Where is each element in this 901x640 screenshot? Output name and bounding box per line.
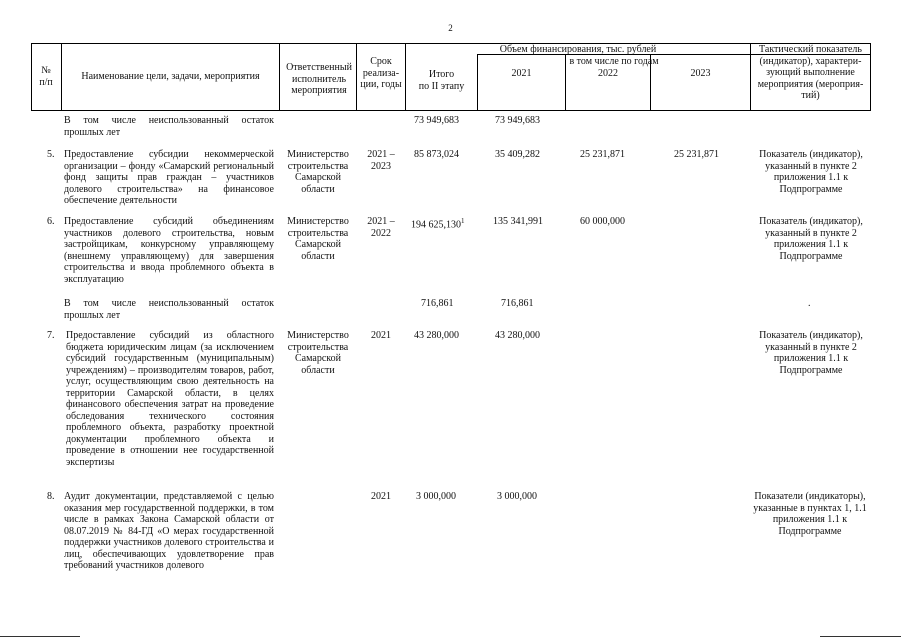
row-num: 5. [47,149,55,160]
scan-edge-right [820,636,901,637]
header-total: Итого по II этапу [418,69,465,92]
scan-edge-left [0,636,80,637]
header-year-2021: 2021 [511,68,532,79]
row-num: 8. [47,491,55,502]
header-term: Срок реализа-ции, годы [360,56,402,90]
row-term: 2021 – 2022 [367,216,395,239]
row-2021: 135 341,991 [493,216,543,227]
row-responsible: Министерство строительства Самарской области [287,149,349,195]
header-indicator: Тактический показатель (индикатор), характери-зующий выполнение мероприятия (мероприя-тий) [757,44,864,101]
header-year-2022: 2022 [598,68,618,79]
row-total: 73 949,683 [414,115,459,126]
row-name: В том числе неиспользованный остаток прошлых лет [64,115,274,138]
row-2021: 73 949,683 [495,115,540,126]
row-indicator: Показатель (индикатор), указанный в пункте 2 приложения 1.1 к Подпрограмме [759,216,863,262]
row-2022: 60 000,000 [580,216,625,227]
row-total: 43 280,000 [414,330,459,341]
row-2021: 43 280,000 [495,330,540,341]
header-year-2023: 2023 [690,68,711,79]
row-responsible: Министерство строительства Самарской области [287,216,349,262]
row-total: 85 873,024 [414,149,459,160]
row-name: Аудит документации, представляемой с целью оказания мер государственной поддержки, в том числе в рамках Закона Самарской области от 08.07.2019 № 84-ГД «О мерах государственной поддержки участников долевого строительства и лиц, обеспечивающих удовлетворение прав требований участников долевого [64,491,274,571]
row-num: 7. [47,330,55,341]
row-name: Предоставление субсидии некоммерческой организации – фонду «Самарский региональный фонд защиты прав граждан – участников долевого строительства» на финансовое обеспечение деятельности [64,149,274,206]
row-indicator: Показатели (индикаторы), указанные в пунктах 1, 1.1 приложения 1.1 к Подпрограмме [753,491,867,537]
row-2023: 25 231,871 [674,149,719,160]
row-total: 3 000,000 [416,491,456,502]
header-name: Наименование цели, задачи, мероприятия [81,71,260,82]
row-num: 6. [47,216,55,227]
row-2022: 25 231,871 [580,149,625,160]
row-name: В том числе неиспользованный остаток прошлых лет [64,298,274,321]
row-name: Предоставление субсидий из областного бюджета юридическим лицам (за исключением субсидий государственным (муниципальным) учреждениям) – производителям товаров, работ, услуг, осуществляющим свою деятельность на территории Самарской области, в целях финансового обеспечения затрат на проведение обследования технического состояния проблемного объекта, разработку проектной документации проблемного объекта и проведение в отношении нее государственной экспертизы [66,330,274,468]
row-term: 2021 [371,491,391,502]
row-2021: 35 409,282 [495,149,540,160]
row-total: 194 625,130$^1$ [411,217,465,231]
row-indicator: Показатель (индикатор), указанный в пункте 2 приложения 1.1 к Подпрограмме [759,149,863,195]
row-responsible: Министерство строительства Самарской области [287,330,349,376]
page-number: 2 [448,23,453,33]
row-term: 2021 – 2023 [367,149,395,172]
row-total: 716,861 [421,298,454,309]
header-num [31,65,61,88]
footnote-mark: 1 [461,217,465,225]
row-2021: 716,861 [501,298,534,309]
header-num-label: № п/п [39,65,53,88]
row-name: Предоставление субсидий объединениям участников долевого строительства, новым застройщикам, конкурсному управляющему (внешнему управляющему) для завершения строительства и ввода проблемного объекта в эксплуатацию [64,216,274,285]
header-funding: Объем финансирования, тыс. рублей [499,44,657,55]
header-by-years: в том числе по годам [569,56,659,67]
row-term: 2021 [371,330,391,341]
header-responsible: Ответственный исполнитель мероприятия [286,62,352,96]
row-indicator: Показатель (индикатор), указанный в пункте 2 приложения 1.1 к Подпрограмме [759,330,863,376]
row-indicator: . [808,298,811,309]
row-2021: 3 000,000 [497,491,537,502]
